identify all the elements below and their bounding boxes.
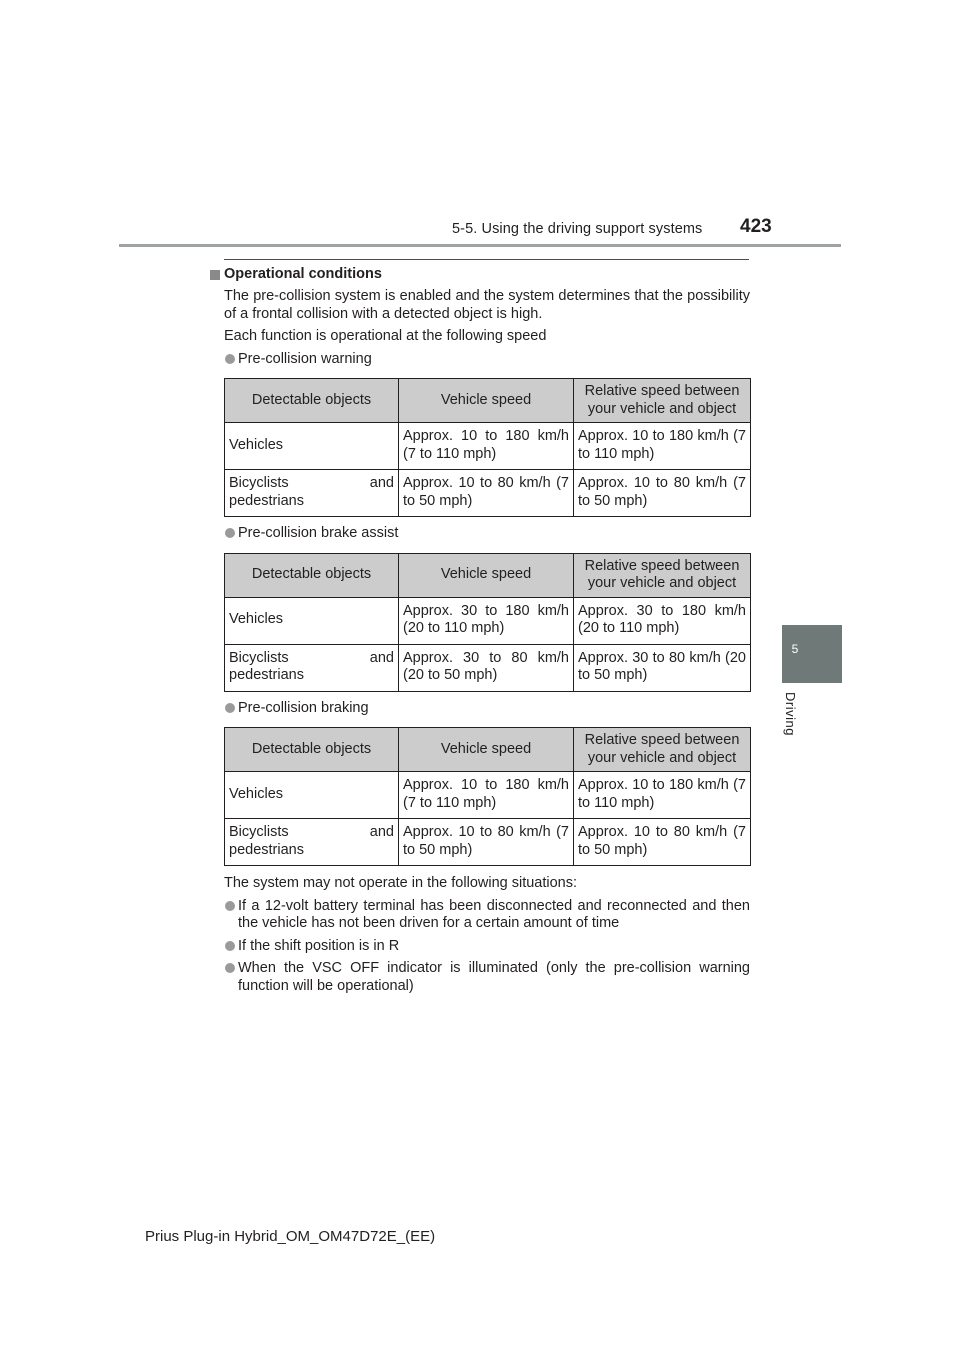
- table-cell: Approx. 10 to 80 km/h (7 to 50 mph): [399, 470, 574, 517]
- header-rule: [119, 244, 841, 247]
- main-content: [210, 266, 750, 995]
- table-cell: Approx. 30 to 80 km/h (20 to 50 mph): [574, 644, 751, 691]
- table-cell: Vehicles: [225, 423, 399, 470]
- table-cell: Approx. 10 to 180 km/h (7 to 110 mph): [574, 772, 751, 819]
- bullet-icon: [225, 703, 235, 713]
- table-label: Pre-collision brake assist: [238, 525, 399, 541]
- bullet-icon: [225, 354, 235, 364]
- list-item: [210, 700, 750, 718]
- table-header-cell: Relative speed between your vehicle and object: [574, 728, 751, 772]
- table-cell: Bicyclists and pedestrians: [225, 819, 399, 866]
- table-row: [225, 772, 751, 819]
- section-heading: [210, 266, 750, 284]
- table-header-cell: Vehicle speed: [399, 553, 574, 597]
- table-header-cell: Detectable objects: [225, 379, 399, 423]
- chapter-number: 5: [791, 642, 799, 656]
- table-row: [225, 597, 751, 644]
- speed-paragraph: Each function is operational at the following speed: [224, 328, 547, 344]
- list-item: [210, 938, 750, 956]
- table-label: Pre-collision braking: [238, 699, 369, 716]
- document-id-footer: Prius Plug-in Hybrid_OM_OM47D72E_(EE): [145, 1228, 436, 1245]
- table-header-cell: Relative speed between your vehicle and object: [574, 379, 751, 423]
- bullet-icon: [225, 901, 235, 911]
- speed-table-braking: [224, 727, 751, 866]
- table-cell: Approx. 10 to 80 km/h (7 to 50 mph): [574, 470, 751, 517]
- table-cell: Approx. 10 to 180 km/h (7 to 110 mph): [574, 423, 751, 470]
- bullet-icon: [225, 941, 235, 951]
- table-header-cell: Relative speed between your vehicle and object: [574, 553, 751, 597]
- running-header-title: 5-5. Using the driving support systems: [452, 221, 703, 237]
- table-header-cell: Detectable objects: [225, 728, 399, 772]
- table-header-cell: Vehicle speed: [399, 379, 574, 423]
- section-heading-text: Operational conditions: [224, 266, 382, 282]
- content-top-rule: [224, 259, 749, 260]
- bullet-icon: [225, 528, 235, 538]
- table-row: [225, 819, 751, 866]
- table-cell: Approx. 10 to 80 km/h (7 to 50 mph): [399, 819, 574, 866]
- intro-paragraph: The pre-collision system is enabled and the system determines that the possibility of a frontal collision with a detected object is high.: [224, 288, 750, 322]
- situation-text: When the VSC OFF indicator is illuminated (only the pre-collision warning function will be operational): [238, 960, 750, 994]
- table-row: [225, 470, 751, 517]
- table-row: [225, 423, 751, 470]
- table-cell: Vehicles: [225, 597, 399, 644]
- table-cell: Bicyclists and pedestrians: [225, 470, 399, 517]
- list-item: [210, 898, 750, 933]
- table-cell: Approx. 30 to 80 km/h (20 to 50 mph): [399, 644, 574, 691]
- chapter-label: Driving: [783, 692, 798, 736]
- table-cell: Approx. 30 to 180 km/h (20 to 110 mph): [399, 597, 574, 644]
- speed-table-brake-assist: [224, 553, 751, 692]
- table-header-cell: Detectable objects: [225, 553, 399, 597]
- situation-text: If the shift position is in R: [238, 937, 400, 954]
- table-cell: Approx. 10 to 180 km/h (7 to 110 mph): [399, 423, 574, 470]
- table-cell: Approx. 30 to 180 km/h (20 to 110 mph): [574, 597, 751, 644]
- table-header-cell: Vehicle speed: [399, 728, 574, 772]
- list-item: [210, 351, 750, 369]
- page-number: 423: [740, 216, 772, 237]
- table-cell: Approx. 10 to 180 km/h (7 to 110 mph): [399, 772, 574, 819]
- table-label: Pre-collision warning: [238, 350, 372, 367]
- table-cell: Bicyclists and pedestrians: [225, 644, 399, 691]
- situation-text: If a 12-volt battery terminal has been disconnected and reconnected and then the vehicle has not been driven for a certain amount of time: [238, 897, 750, 931]
- bullet-icon: [225, 963, 235, 973]
- list-item: [210, 960, 750, 995]
- speed-table-warning: [224, 378, 751, 517]
- list-item: [210, 525, 750, 543]
- table-row: [225, 644, 751, 691]
- heading-square-icon: [210, 270, 220, 280]
- situations-intro: The system may not operate in the following situations:: [224, 875, 578, 891]
- table-cell: Vehicles: [225, 772, 399, 819]
- table-cell: Approx. 10 to 80 km/h (7 to 50 mph): [574, 819, 751, 866]
